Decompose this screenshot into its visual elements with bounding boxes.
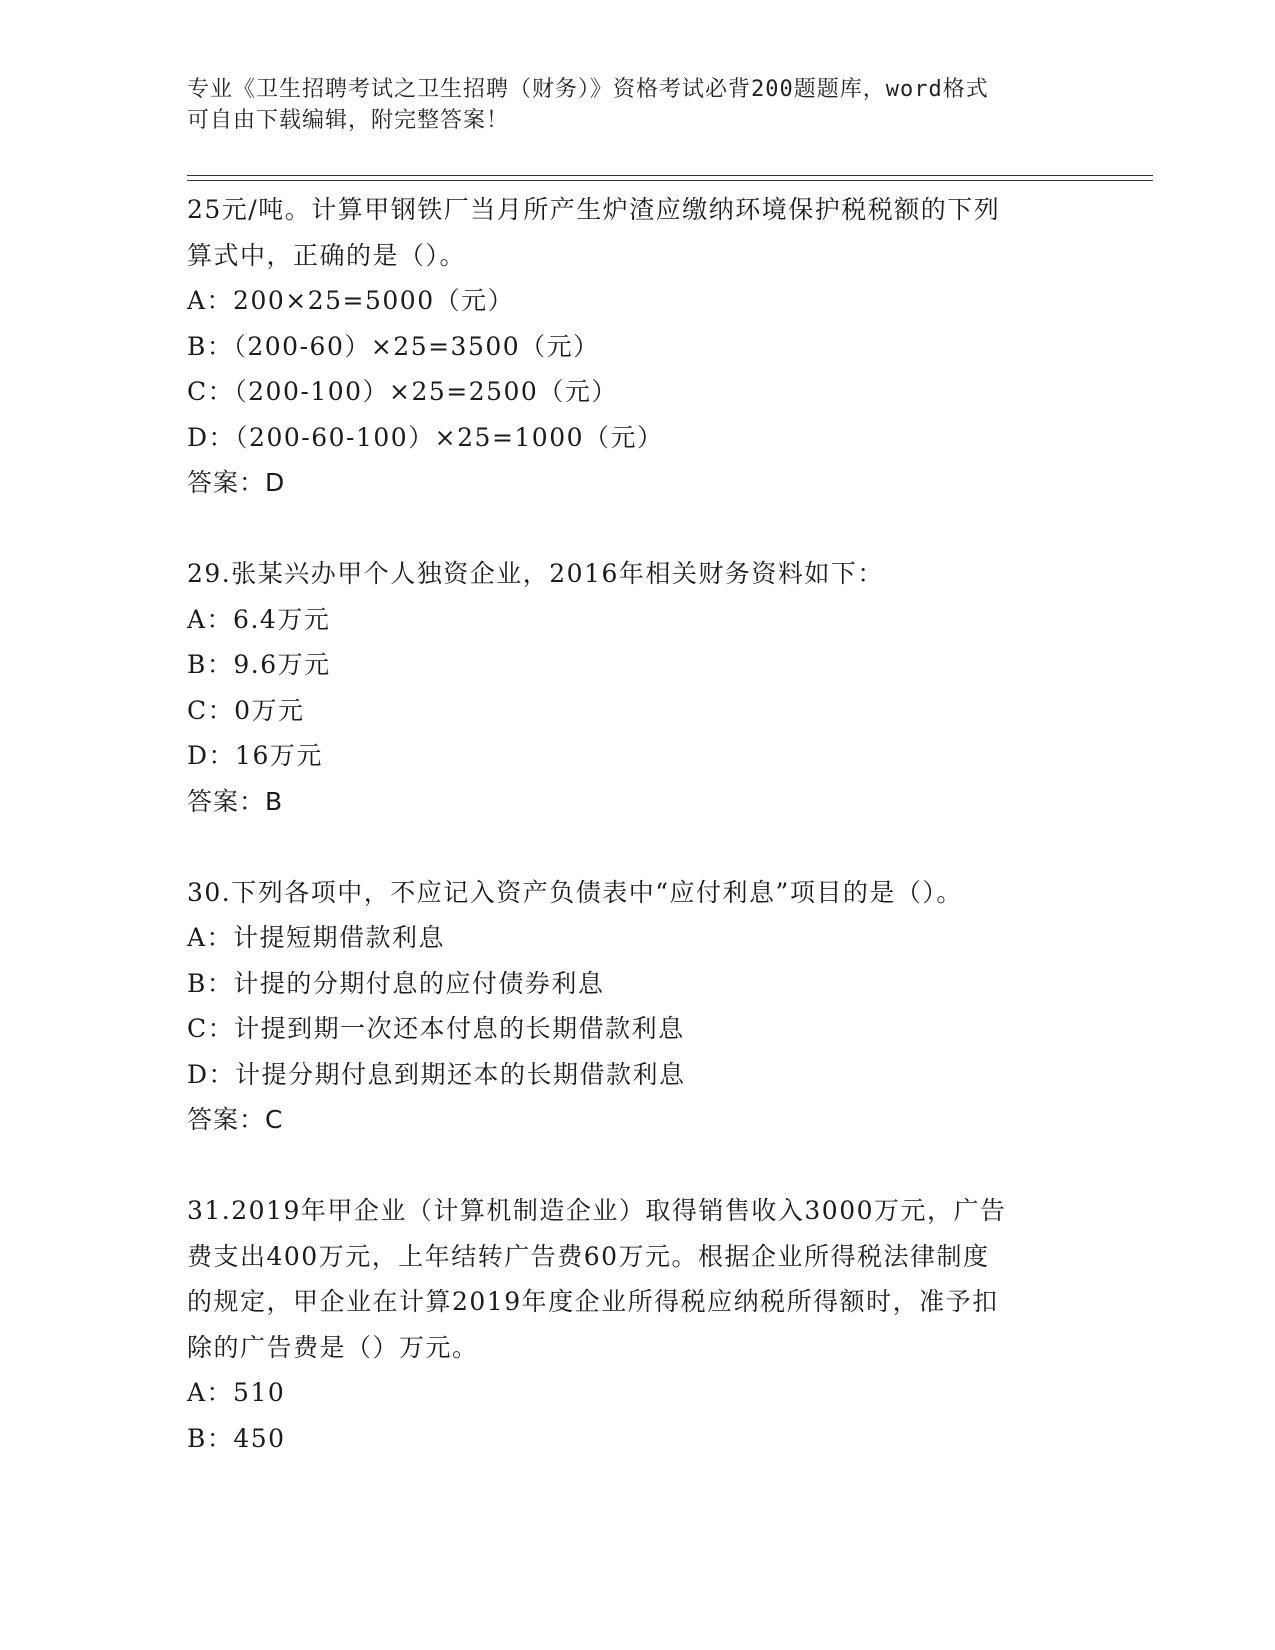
option-c: C：0万元 [187,695,305,725]
option-a: A：计提短期借款利息 [187,923,446,952]
question-text-line: 30.下列各项中，不应记入资产负债表中“应付利息”项目的是（）。 [187,877,963,907]
question-block [187,870,1087,1143]
question-text-line: 费支出400万元，上年结转广告费60万元。根据企业所得税法律制度 [187,1241,990,1271]
header-line-1: 专业《卫生招聘考试之卫生招聘（财务）》资格考试必背200题题库，word格式 [187,77,989,102]
option-c: C：（200-100）×25=2500（元） [187,377,618,406]
option-d: D：（200-60-100）×25=1000（元） [187,422,664,452]
option-a: A：510 [187,1378,286,1407]
answer-line: 答案：B [187,786,284,816]
question-text-line: 算式中，正确的是（）。 [187,240,467,270]
answer-line: 答案：D [187,468,286,497]
option-a: A：6.4万元 [187,604,331,634]
question-block [187,1188,1087,1461]
header-rule-bottom [187,180,1153,181]
question-block [187,551,1087,824]
answer-line: 答案：C [187,1105,284,1134]
option-b: B：（200-60）×25=3500（元） [187,331,600,361]
header-line-2: 可自由下载编辑，附完整答案！ [187,108,510,133]
question-block [187,187,1087,506]
option-b: B：450 [187,1423,286,1453]
option-a: A：200×25=5000（元） [187,286,515,315]
option-d: D：计提分期付息到期还本的长期借款利息 [187,1059,686,1089]
question-text-line: 29.张某兴办甲个人独资企业，2016年相关财务资料如下： [187,559,884,588]
header-rule-top [187,175,1153,176]
option-b: B：9.6万元 [187,650,331,679]
block-spacer [187,824,1087,870]
block-spacer [187,506,1087,552]
option-b: B：计提的分期付息的应付债券利息 [187,968,605,998]
question-text-line: 的规定，甲企业在计算2019年度企业所得税应纳税所得额时，准予扣 [187,1287,999,1316]
question-text-line: 31.2019年甲企业（计算机制造企业）取得销售收入3000万元，广告 [187,1196,1007,1225]
question-text-line: 除的广告费是（）万元。 [187,1332,479,1362]
question-text-line: 25元/吨。计算甲钢铁厂当月所产生炉渣应缴纳环境保护税税额的下列 [187,195,1001,224]
option-c: C：计提到期一次还本付息的长期借款利息 [187,1014,685,1043]
option-d: D：16万元 [187,741,323,770]
block-spacer [187,1143,1087,1189]
document-header [187,74,1087,136]
question-list [187,187,1087,1461]
